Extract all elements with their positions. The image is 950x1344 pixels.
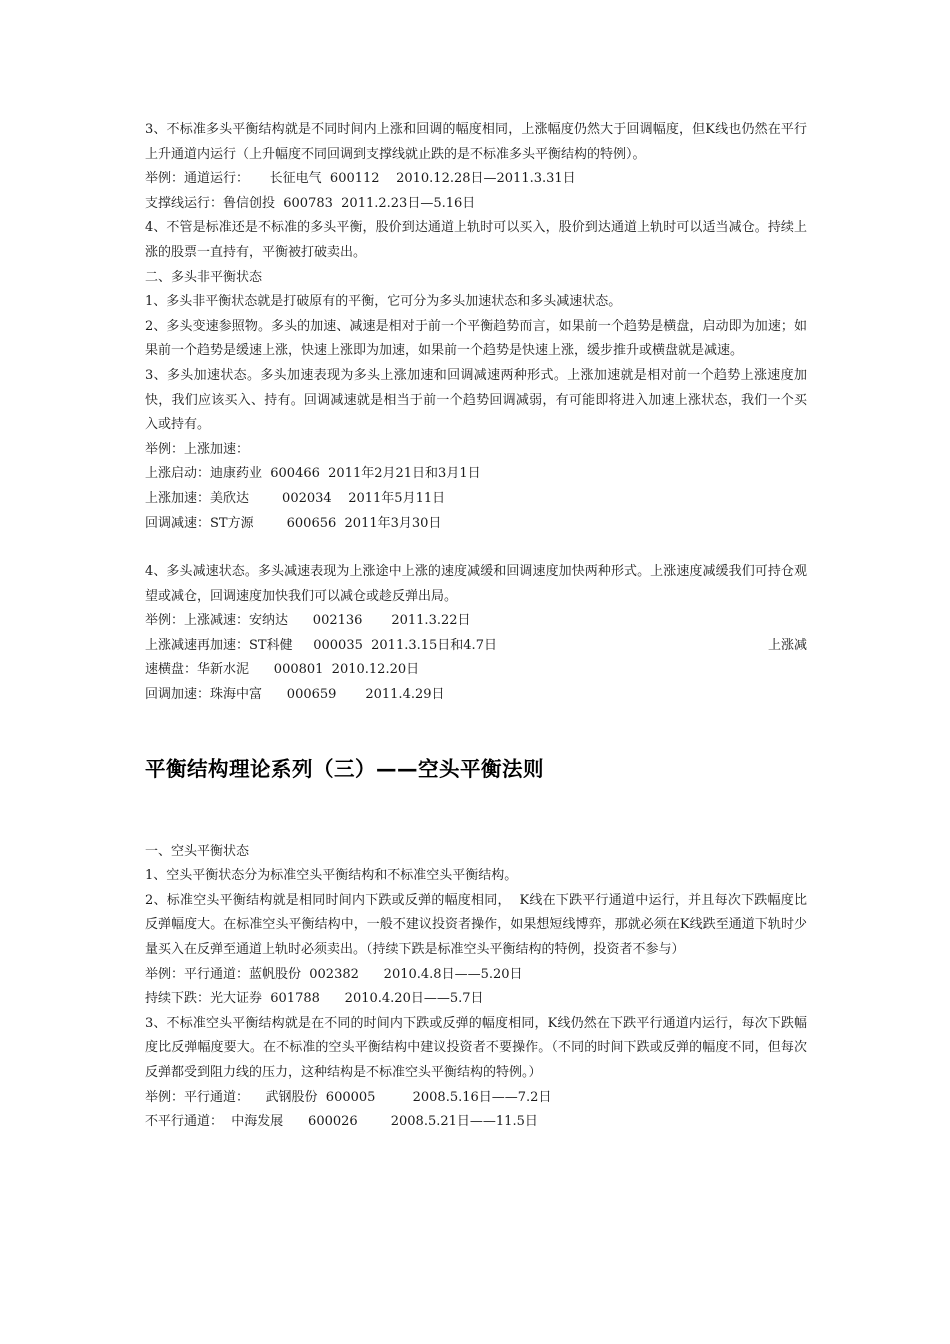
blank-line [145, 536, 807, 560]
example-acceleration-intro: 举例：上涨加速： [145, 441, 250, 457]
example-bear-parallel-channel-2: 举例：平行通道： 武钢股份 600005 2008.5.16日——7.2日 [145, 1089, 552, 1105]
paragraph-trading-rule: 4、不管是标准还是不标准的多头平衡，股价到达通道上轨时可以买入，股价到达通道上轨时可以适当减仓。持续上涨的股票一直持有，平衡被打破卖出。 [145, 220, 807, 260]
paragraph-bull-acceleration: 3、多头加速状态。多头加速表现为多头上涨加速和回调减速两种形式。上涨加速就是相对前一个趋势上涨速度加快，我们应该买入、持有。回调减速就是相当于前一个趋势回调减弱，有可能即将进入加速上涨状态，我们一个买入或持有。 [145, 367, 807, 433]
example-bear-continuous-fall: 持续下跌：光大证券 601788 2010.4.20日——5.7日 [145, 991, 484, 1007]
article-title: 平衡结构理论系列（三）——空头平衡法则 [145, 756, 544, 781]
example-rise-deceleration: 举例：上涨减速：安纳达 002136 2011.3.22日 [145, 613, 471, 629]
example-reacceleration-tail: 上涨减 [767, 637, 807, 653]
example-rise-acceleration: 上涨加速：美欣达 002034 2011年5月11日 [145, 490, 446, 506]
paragraph-nonbalance-def: 1、多头非平衡状态就是打破原有的平衡，它可分为多头加速状态和多头减速状态。 [145, 294, 622, 310]
paragraph-standard-bear: 2、标准空头平衡结构就是相同时间内下跌或反弹的幅度相同， K线在下跌平行通道中运行，并且每次下跌幅度比反弹幅度大。在标准空头平衡结构中，一般不建议投资者操作，如果想短线博弈，那就必须在K线跌至通道下轨时少量买入在反弹至通道上轨时必须卖出。（持续下跌是标准空头平衡结构的特例，投资者不参与） [145, 892, 807, 958]
example-pullback-deceleration: 回调减速：ST方源 600656 2011年3月30日 [145, 515, 442, 531]
example-bear-nonparallel-channel: 不平行通道： 中海发展 600026 2008.5.21日——11.5日 [145, 1114, 538, 1130]
example-start: 上涨启动：迪康药业 600466 2011年2月21日和3月1日 [145, 466, 481, 482]
example-bear-parallel-channel: 举例：平行通道：蓝帆股份 002382 2010.4.8日——5.20日 [145, 966, 523, 982]
paragraph-speed-reference: 2、多头变速参照物。多头的加速、减速是相对于前一个平衡趋势而言，如果前一个趋势是横盘，启动即为加速；如果前一个趋势是缓速上涨，快速上涨即为加速，如果前一个趋势是快速上涨，缓步推升或横盘就是减速。 [145, 318, 807, 359]
example-sideways: 速横盘：华新水泥 000801 2010.12.20日 [145, 662, 420, 678]
section-heading-bear-balance: 一、空头平衡状态 [145, 843, 250, 859]
paragraph-nonstandard-bull: 3、不标准多头平衡结构就是不同时间内上涨和回调的幅度相同，上涨幅度仍然大于回调幅度，但K线也仍然在平行上升通道内运行（上升幅度不同回调到支撑线就止跌的是不标准多头平衡结构的特例）。 [145, 122, 807, 162]
paragraph-nonstandard-bear: 3、不标准空头平衡结构就是在不同的时间内下跌或反弹的幅度相同，K线仍然在下跌平行通道内运行，每次下跌幅度比反弹幅度要大。在不标准的空头平衡结构中建议投资者不要操作。（不同的时间下跌或反弹的幅度不同，但每次反弹都受到阻力线的压力，这种结构是不标准空头平衡结构的特例。） [145, 1015, 807, 1080]
example-support-line: 支撑线运行：鲁信创投 600783 2011.2.23日—5.16日 [145, 195, 476, 211]
example-pullback-acceleration: 回调加速：珠海中富 000659 2011.4.29日 [145, 687, 445, 703]
example-reacceleration: 上涨减速再加速：ST科健 000035 2011.3.15日和4.7日 [145, 637, 497, 653]
paragraph-bear-types: 1、空头平衡状态分为标准空头平衡结构和不标准空头平衡结构。 [145, 868, 518, 884]
paragraph-bull-deceleration: 4、多头减速状态。多头减速表现为上涨途中上涨的速度减缓和回调速度加快两种形式。上涨速度减缓我们可持仓观望或减仓，回调速度加快我们可以减仓或趁反弹出局。 [145, 564, 807, 604]
example-reacceleration-row [145, 634, 807, 659]
section-heading-bull-nonbalance: 二、多头非平衡状态 [145, 269, 263, 285]
document-page [145, 118, 807, 1135]
example-channel: 举例：通道运行： 长征电气 600112 2010.12.28日—2011.3.31日 [145, 171, 576, 187]
